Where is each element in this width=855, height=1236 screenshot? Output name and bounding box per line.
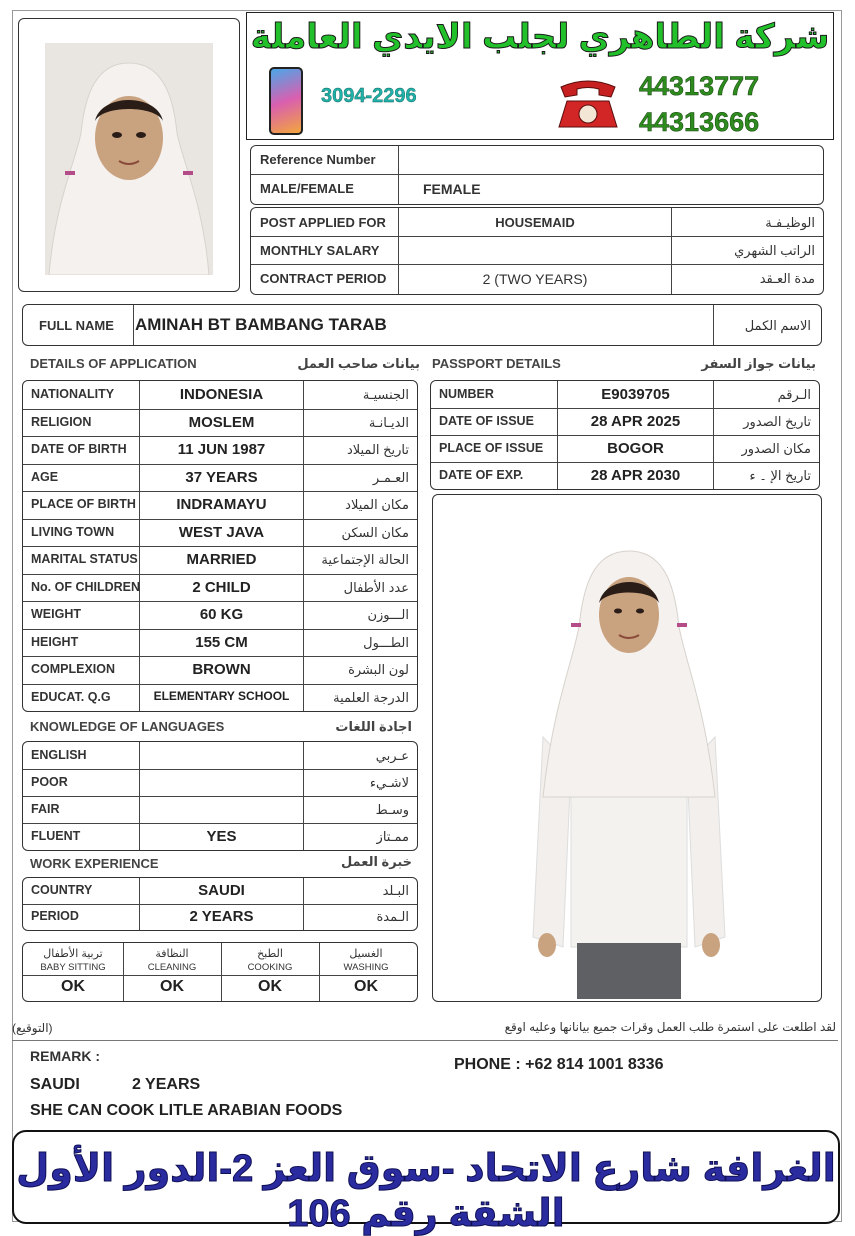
row-value: 155 CM (195, 633, 248, 651)
row-label: PERIOD (31, 909, 79, 923)
row-divider (23, 904, 417, 905)
address-banner (12, 1130, 840, 1235)
declaration-ar: لقد اطلعت على استمرة طلب العمل وقرات جميع بيانانها وعليه اوقع (504, 1020, 836, 1034)
row-label: RELIGION (31, 414, 92, 429)
row-ar: عـربي (375, 748, 409, 763)
mobile-number: 3094-2296 (321, 85, 417, 107)
row-divider (23, 464, 417, 465)
skills-table (22, 942, 418, 1002)
fullbody-photo-frame (432, 494, 822, 1002)
row-label: No. OF CHILDREN (31, 579, 141, 594)
skill-ar: تربية الأطفال (43, 948, 103, 960)
passport-table (430, 380, 820, 490)
row-ar: الدرجة العلمية (333, 689, 409, 705)
row-label: PLACE OF BIRTH (31, 497, 136, 511)
row-ar: مكان السكن (341, 524, 409, 540)
row-divider (23, 491, 417, 492)
row-value: INDRAMAYU (176, 496, 267, 513)
skill-ar: الغسيل (349, 948, 383, 960)
skill-ar: النظافة (155, 948, 189, 960)
row-divider (431, 408, 819, 409)
row-ar: الـــوزن (367, 607, 409, 622)
portrait-photo (45, 43, 213, 275)
row-ar: ممـتاز (376, 829, 409, 844)
phone-number-1: 44313777 (639, 71, 760, 101)
row-ar: الحالة الإجتماعية (321, 552, 409, 567)
work-table (22, 877, 418, 931)
application-title: DETAILS OF APPLICATION (30, 356, 197, 371)
mobile-phone-icon (269, 67, 303, 135)
post-value: HOUSEMAID (495, 215, 575, 230)
contract-value: 2 (TWO YEARS) (482, 271, 588, 287)
row-ar: البـلد (382, 883, 409, 898)
row-value: INDONESIA (179, 386, 264, 403)
passport-title: PASSPORT DETAILS (432, 356, 561, 371)
skill-value: OK (61, 978, 85, 995)
skill-value: OK (160, 978, 184, 995)
row-label: NUMBER (439, 387, 494, 401)
application-title-ar: بيانات صاحب العمل (297, 356, 420, 371)
row-ar: مكان الميلاد (345, 497, 409, 512)
post-box (250, 207, 824, 295)
row-ar: لون البشرة (348, 662, 409, 677)
row-ar: الجنسيـة (362, 387, 409, 402)
row-ar: تاريخ الصدور (743, 414, 811, 429)
row-ar: لاشـيء (369, 775, 409, 790)
row-value: SAUDI (198, 882, 245, 899)
full-name-ar: الاسم الكمل (744, 318, 811, 333)
row-divider (23, 409, 417, 410)
remark-label: REMARK : (30, 1048, 100, 1064)
signature-ar: (التوقيع) (12, 1021, 53, 1035)
salary-label: MONTHLY SALARY (260, 243, 380, 258)
salary-ar: الراتب الشهري (734, 243, 815, 258)
row-value: 37 YEARS (185, 468, 258, 486)
row-label: NATIONALITY (31, 387, 115, 401)
row-label: WEIGHT (31, 607, 81, 621)
row-divider (23, 769, 417, 770)
skill-en: WASHING (343, 962, 389, 973)
row-ar: تاريخ الإ ۔ ء (749, 468, 811, 483)
row-ar: العـمـر (372, 469, 409, 485)
row-label: AGE (31, 469, 59, 484)
gender-label: MALE/FEMALE (260, 181, 354, 196)
application-table (22, 380, 418, 712)
row-label: HEIGHT (31, 634, 79, 649)
company-banner (246, 12, 834, 140)
skill-value: OK (354, 978, 378, 995)
full-name-label: FULL NAME (39, 318, 114, 333)
row-label: PLACE OF ISSUE (439, 441, 544, 455)
post-ar: الوظيـفـة (765, 215, 815, 230)
row-label: POOR (31, 775, 68, 789)
skill-en: COOKING (247, 962, 293, 973)
languages-table (22, 741, 418, 851)
row-value: WEST JAVA (178, 523, 265, 541)
row-divider (23, 684, 417, 685)
row-divider (23, 519, 417, 520)
company-name: شركة الطاهري لجلب الايدي العاملة (250, 18, 830, 56)
row-value: 2 CHILD (192, 578, 251, 596)
remark-phone: PHONE : +62 814 1001 8336 (454, 1056, 664, 1073)
row-ar: وسـط (375, 802, 409, 817)
row-label: DATE OF BIRTH (31, 442, 127, 456)
work-title-ar: خبرة العمل (340, 854, 412, 869)
row-label: DATE OF EXP. (439, 468, 524, 482)
skill-ar: الطبخ (257, 948, 283, 960)
contract-ar: مدة العـقد (759, 271, 815, 286)
row-divider (23, 656, 417, 657)
row-divider (431, 462, 819, 463)
row-ar: تاريخ الميلاد (346, 442, 409, 457)
languages-title: KNOWLEDGE OF LANGUAGES (30, 719, 225, 734)
row-value: 28 APR 2025 (590, 413, 681, 430)
row-value: YES (206, 828, 237, 845)
skill-value: OK (258, 978, 282, 995)
row-ar: الـمدة (376, 909, 409, 924)
row-divider (23, 601, 417, 602)
post-label: POST APPLIED FOR (260, 215, 386, 230)
portrait-photo-frame (18, 18, 240, 292)
telephone-icon (553, 77, 623, 129)
row-value: 11 JUN 1987 (177, 441, 266, 458)
row-label: FAIR (31, 802, 60, 816)
row-label: COUNTRY (31, 883, 93, 897)
row-label: MARITAL STATUS (31, 552, 138, 566)
contract-label: CONTRACT PERIOD (260, 271, 387, 286)
passport-title-ar: بيانات جواز السفر (701, 356, 816, 371)
row-ar: عدد الأطفال (343, 579, 409, 595)
row-divider (23, 574, 417, 575)
row-divider (23, 796, 417, 797)
row-divider (23, 546, 417, 547)
row-divider (431, 435, 819, 436)
row-value: BROWN (192, 661, 251, 678)
row-ar: الـرقم (777, 387, 811, 402)
gender-value: FEMALE (423, 181, 481, 197)
row-label: ENGLISH (31, 748, 87, 762)
row-value: E9039705 (601, 386, 670, 403)
reference-label: Reference Number (260, 152, 376, 167)
row-value: MOSLEM (188, 413, 255, 431)
row-label: FLUENT (31, 829, 81, 843)
full-name-box (22, 304, 822, 346)
row-value: BOGOR (607, 440, 664, 457)
row-ar: الطـــول (363, 634, 409, 650)
row-value: MARRIED (186, 551, 257, 568)
reference-box (250, 145, 824, 205)
row-label: EDUCAT. Q.G (31, 689, 111, 704)
skill-hline (23, 975, 417, 976)
row-divider (23, 629, 417, 630)
skill-en: CLEANING (147, 962, 197, 973)
row-divider (23, 823, 417, 824)
remark-line2: SHE CAN COOK LITLE ARABIAN FOODS (30, 1102, 343, 1119)
address-text: الغرافة شارع الاتحاد -سوق العز 2-الدور الأول الشقة رقم 106 (16, 1148, 836, 1235)
work-title: WORK EXPERIENCE (30, 856, 159, 871)
skill-en: BABY SITTING (40, 962, 106, 973)
fullbody-photo (523, 547, 735, 999)
full-name-value: AMINAH BT BAMBANG TARAB (135, 315, 387, 334)
row-label: LIVING TOWN (31, 524, 115, 539)
row-value: 60 KG (199, 606, 244, 623)
row-ar: الديـانـة (368, 414, 409, 430)
row-divider (23, 436, 417, 437)
row-label: COMPLEXION (31, 662, 116, 676)
languages-title-ar: اجادة اللغات (335, 719, 412, 734)
remark-period: 2 YEARS (132, 1076, 201, 1093)
phone-number-2: 44313666 (639, 107, 760, 137)
row-value: 28 APR 2030 (590, 467, 681, 484)
row-value: ELEMENTARY SCHOOL (153, 688, 290, 703)
row-value: 2 YEARS (189, 908, 254, 925)
row-label: DATE OF ISSUE (439, 414, 534, 428)
remark-country: SAUDI (30, 1076, 80, 1093)
row-ar: مكان الصدور (741, 441, 811, 456)
